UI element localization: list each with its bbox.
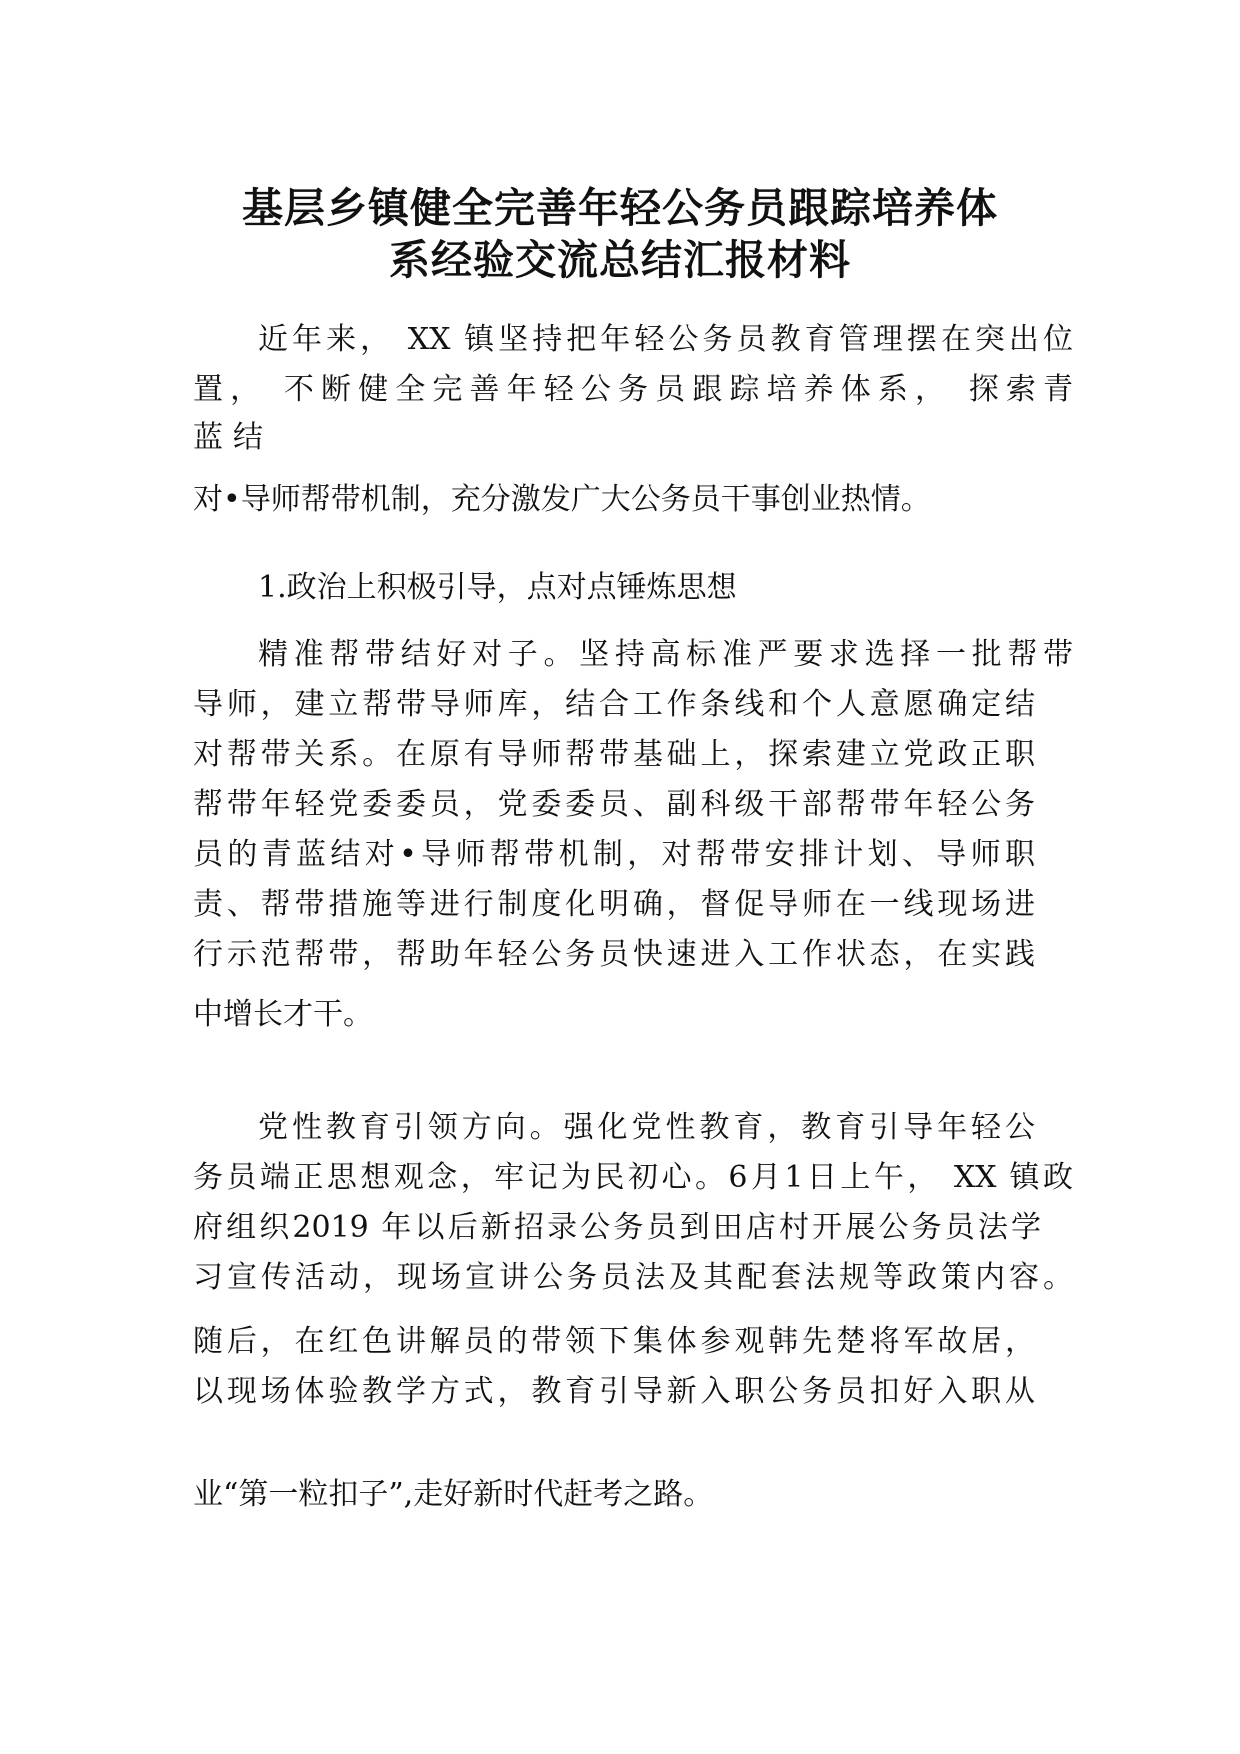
- paragraph-2-line-8: 中增长才干。: [193, 997, 373, 1032]
- paragraph-3-line-4: 习宣传活动，现场宣讲公务员法及其配套法规等政策内容。: [193, 1260, 1073, 1295]
- paragraph-1-line-2: 置， 不断健全完善年轻公务员跟踪培养体系， 探索青: [193, 372, 1073, 407]
- paragraph-3-line-1: 党性教育引领方向。强化党性教育，教育引导年轻公: [258, 1110, 1035, 1145]
- paragraph-3-line-6: 以现场体验教学方式，教育引导新入职公务员扣好入职从: [193, 1374, 1035, 1409]
- paragraph-2-line-5: 员的青蓝结对•导师帮带机制，对帮带安排计划、导师职: [193, 837, 1035, 872]
- paragraph-2-line-2: 导师，建立帮带导师库，结合工作条线和个人意愿确定结: [193, 687, 1035, 722]
- paragraph-2-line-4: 帮带年轻党委委员，党委委员、副科级干部帮带年轻公务: [193, 787, 1035, 822]
- paragraph-2-line-6: 责、帮带措施等进行制度化明确，督促导师在一线现场进: [193, 887, 1035, 922]
- paragraph-1-line-4: 对•导师帮带机制，充分激发广大公务员干事创业热情。: [193, 482, 931, 517]
- paragraph-1-line-1: 近年来， XX 镇坚持把年轻公务员教育管理摆在突出位: [258, 322, 1073, 357]
- paragraph-2-line-1: 精准帮带结好对子。坚持高标准严要求选择一批帮带: [258, 637, 1073, 672]
- paragraph-3-line-3: 府组织2019 年以后新招录公务员到田店村开展公务员法学: [193, 1210, 1041, 1245]
- paragraph-3-line-7: 业“第一粒扣子”,走好新时代赶考之路。: [193, 1477, 714, 1512]
- paragraph-2-line-7: 行示范帮带，帮助年轻公务员快速进入工作状态，在实践: [193, 937, 1035, 972]
- paragraph-1-line-3: 蓝结: [193, 420, 273, 455]
- paragraph-3-line-5: 随后，在红色讲解员的带领下集体参观韩先楚将军故居，: [193, 1324, 1035, 1359]
- document-title-line-1: 基层乡镇健全完善年轻公务员跟踪培养体: [242, 184, 998, 232]
- document-title-line-2: 系经验交流总结汇报材料: [389, 236, 851, 284]
- section-heading-1: 1.政治上积极引导，点对点锤炼思想: [258, 570, 737, 605]
- paragraph-2-line-3: 对帮带关系。在原有导师帮带基础上，探索建立党政正职: [193, 737, 1035, 772]
- paragraph-3-line-2: 务员端正思想观念，牢记为民初心。6月1日上午， XX 镇政: [193, 1160, 1073, 1195]
